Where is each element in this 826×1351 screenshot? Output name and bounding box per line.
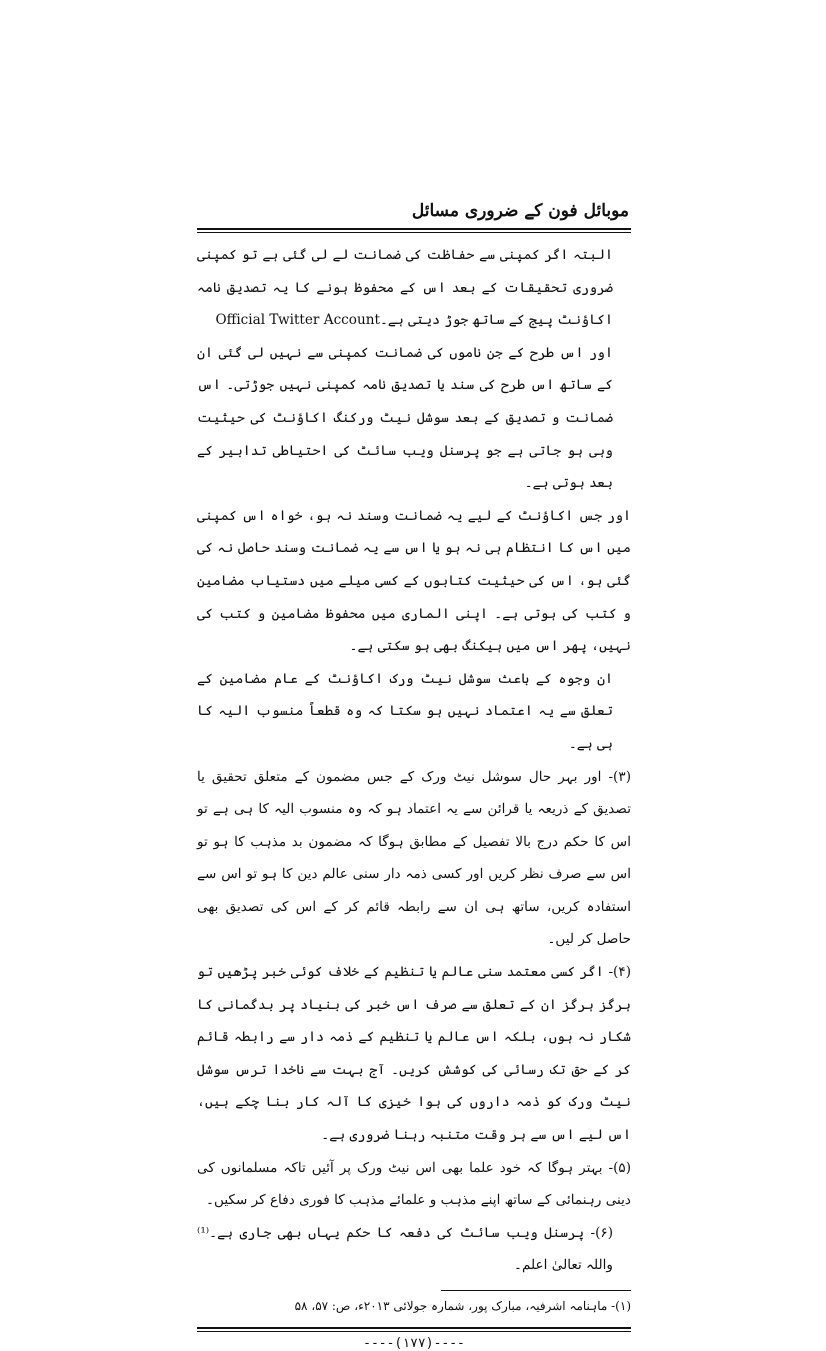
paragraph: (۳)- اور بہر حال سوشل نیٹ ورک کے جس مضمون کے متعلق تحقیق یا تصدیق کے ذریعہ یا قرائن سے یہ اعتماد ہو کہ وہ منسوب الیہ کا ہی ہے تو اس کا حکم درج بالا تفصیل کے مطابق ہوگا کہ مضمون بد مذہب کا ہو تو اس سے صرف نظر کریں اور کسی ذمہ دار سنی عالم دین کا ہو تو اس سے استفادہ کریں، ساتھ ہی ان سے رابطہ قائم کر کے اس کی تصدیق بھی حاصل کر لیں۔	[197, 768, 631, 948]
footnote: (۱)- ماہنامہ اشرفیہ، مبارک پور، شمارہ جولائی ۲۰۱۳ء، ص: ۵۷، ۵۸	[294, 1299, 631, 1313]
document-page	[197, 196, 631, 1351]
paragraph: ان وجوہ کے باعث سوشل نیٹ ورک اکاؤنٹ کے عام مضامین کے تعلق سے یہ اعتماد نہیں ہو سکتا کہ وہ قطعاً منسوب الیہ کا ہی ہے۔	[197, 670, 613, 752]
paragraph: (۶)- پرسنل ویب سائٹ کی دفعہ کا حکم یہاں بھی جاری ہے۔⁽¹⁾ واللہ تعالیٰ اعلم۔	[197, 1224, 613, 1274]
paragraph: اور اس طرح کے جن ناموں کی ضمانت کمپنی سے نہیں لی گئی ان کے ساتھ اس طرح کی سند یا تصدیق نامہ کمپنی نہیں جوڑتی۔ اس ضمانت و تصدیق کے بعد سوشل نیٹ ورکنگ اکاؤنٹ کی حیثیت وہی ہو جاتی ہے جو پرسنل ویب سائٹ کی احتیاطی تدابیر کے بعد ہوتی ہے۔	[197, 344, 613, 492]
body-text	[197, 239, 631, 1282]
paragraph: (۴)- اگر کسی معتمد سنی عالم یا تنظیم کے خلاف کوئی خبر پڑھیں تو ہرگز ہرگز ان کے تعلق سے صرف اس خبر کی بنیاد پر بدگمانی کا شکار نہ ہوں، بلکہ اس عالم یا تنظیم کے ذمہ دار سے رابطہ قائم کر کے حق تک رسائی کی کوشش کریں۔ آج بہت سے ناخدا ترس سوشل نیٹ ورک کو ذمہ داروں کی ہوا خیزی کا آلہ کار بنا چکے ہیں، اس لیے اس سے ہر وقت متنبہ رہنا ضروری ہے۔	[197, 964, 631, 1144]
running-title: موبائل فون کے ضروری مسائل	[411, 201, 629, 221]
paragraph: اور جس اکاؤنٹ کے لیے یہ ضمانت وسند نہ ہو، خواہ اس کمپنی میں اس کا انتظام ہی نہ ہو یا اس سے یہ ضمانت وسند حاصل نہ کی گئی ہو، اس کی حیثیت کتابوں کے کسی میلے میں دستیاب مضامین و کتب کی ہوتی ہے۔ اپنی الماری میں محفوظ مضامین و کتب کی نہیں، پھر اس میں ہیکنگ بھی ہو سکتی ہے۔	[197, 507, 631, 655]
page-number: ----(۱۷۷)----	[363, 1336, 465, 1351]
paragraph: (۵)- بہتر ہوگا کہ خود علما بھی اس نیٹ ورک پر آئیں تاکہ مسلمانوں کی دینی رہنمائی کے ساتھ اپنے مذہب و علمائے مذہب کا فوری دفاع کر سکیں۔	[197, 1159, 631, 1209]
footnote-rule	[441, 1290, 631, 1291]
paragraph: البتہ اگر کمپنی سے حفاظت کی ضمانت لے لی گئی ہے تو کمپنی ضروری تحقیقات کے بعد اس کے محفوظ ہونے کا یہ تصدیق نامہ اکاؤنٹ پیج کے ساتھ جوڑ دیتی ہے۔Official Twitter Account	[197, 247, 613, 329]
footer-rule	[197, 1327, 631, 1332]
header-rule	[197, 228, 631, 233]
